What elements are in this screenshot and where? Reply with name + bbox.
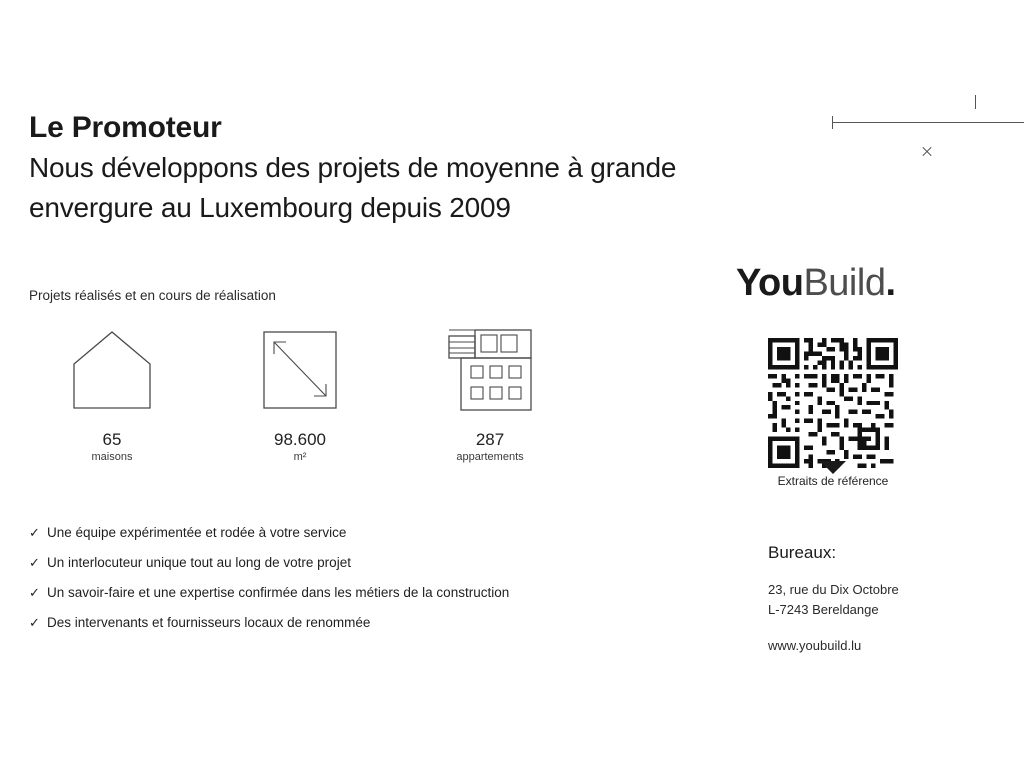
crop-marks (824, 95, 1024, 165)
stat-value: 98.600 (274, 430, 326, 449)
headline-block (29, 108, 849, 228)
stat-area (225, 320, 375, 465)
headline-subtitle-line1: Nous développons des projets de moyenne à grande (29, 152, 677, 183)
check-icon: ✓ (29, 585, 40, 600)
contact-title: Bureaux: (768, 543, 837, 562)
crop-line-horizontal (832, 122, 1024, 123)
list-item (29, 554, 529, 572)
list-item (29, 584, 529, 602)
stat-value: 65 (102, 430, 122, 449)
list-item (29, 524, 529, 542)
check-icon: ✓ (29, 555, 40, 570)
stat-unit: appartements (456, 451, 524, 463)
qr-code[interactable] (768, 338, 898, 468)
list-item-label: Des intervenants et fournisseurs locaux de renommée (47, 615, 371, 630)
house-icon (37, 320, 187, 416)
check-icon: ✓ (29, 615, 40, 630)
stat-value: 287 (475, 430, 505, 449)
contact-block (768, 543, 998, 653)
qr-caption: Extraits de référence (777, 474, 889, 488)
crop-tick-vertical (975, 95, 976, 109)
stats-row (29, 320, 549, 470)
registration-x-icon (921, 146, 933, 158)
qr-pointer-arrow-icon (820, 461, 846, 474)
list-item (29, 614, 529, 632)
area-square-icon (225, 320, 375, 416)
brand-logo-build: Build (803, 262, 886, 304)
list-item-label: Un savoir-faire et une expertise confirmée dans les métiers de la construction (47, 585, 510, 600)
contact-address-line1: 23, rue du Dix Octobre (768, 582, 899, 597)
page-title: Le Promoteur (29, 111, 222, 144)
list-item-label: Un interlocuteur unique tout au long de votre projet (47, 555, 351, 570)
brand-logo-you: You (736, 262, 804, 304)
brand-logo-dot: . (885, 262, 896, 304)
list-item-label: Une équipe expérimentée et rodée à votre service (47, 525, 347, 540)
stat-unit: m² (293, 451, 307, 463)
stat-apartments (415, 320, 565, 465)
headline-subtitle-line2: envergure au Luxembourg depuis 2009 (29, 192, 511, 223)
brand-logo (736, 260, 896, 306)
stats-section-label: Projets réalisés et en cours de réalisation (29, 288, 276, 303)
contact-website[interactable]: www.youbuild.lu (768, 638, 862, 653)
contact-address-line2: L-7243 Bereldange (768, 602, 879, 617)
check-icon: ✓ (29, 525, 40, 540)
stat-unit: maisons (91, 451, 133, 463)
benefits-list (29, 524, 529, 644)
apartment-building-icon (415, 320, 565, 416)
stat-houses (37, 320, 187, 465)
